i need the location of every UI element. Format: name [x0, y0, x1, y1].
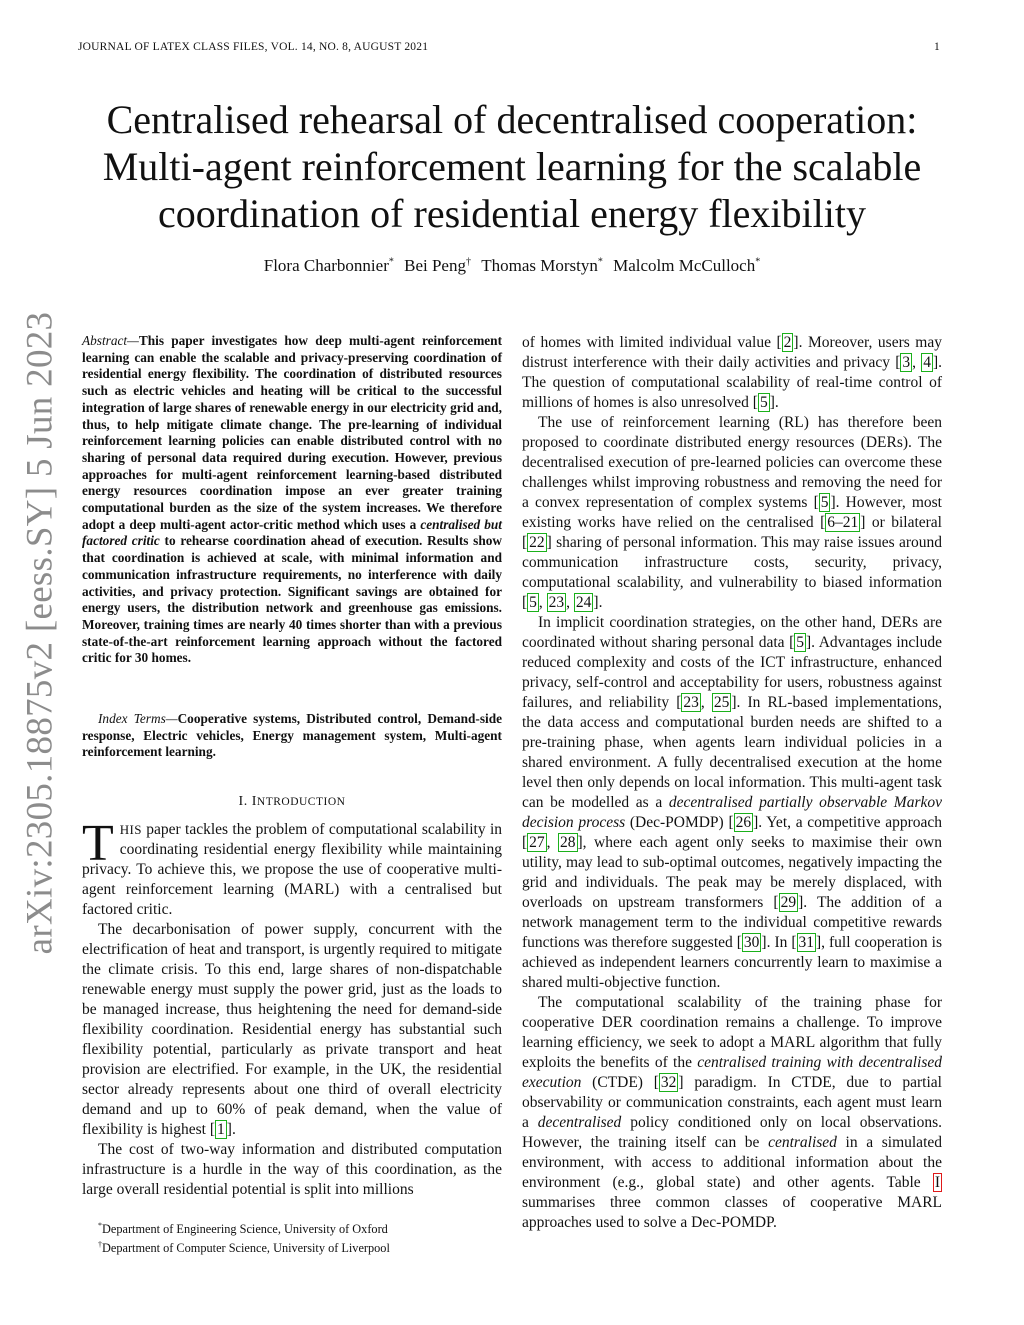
right-paragraph-1: of homes with limited individual value [ 2 ]. Moreover, users may distrust interference with their daily activities and privacy [ 3 , 4 ]. The question of computational scalability of real-time control of millions of homes is also unresolved [ 5 ]. — [522, 334, 943, 411]
citation-link[interactable]: 26 — [735, 814, 752, 831]
citation-link[interactable]: 31 — [798, 934, 814, 951]
index-terms: Index Terms—Cooperative systems, Distributed control, Demand-side response, Electric vehicles, Energy management system, Multi-agent reinforcement learning. — [82, 711, 502, 760]
footnote-oxford: *Department of Engineering Science, University of Oxford — [98, 1221, 388, 1237]
title-line-1: Centralised rehearsal of decentralised cooperation: — [106, 97, 918, 142]
citation-link[interactable]: 6–21 — [827, 514, 859, 531]
citation-link[interactable]: 22 — [529, 534, 545, 551]
introduction-left — [82, 815, 502, 1200]
citation-link[interactable]: 28 — [560, 834, 576, 851]
footnotes — [98, 1218, 390, 1256]
drop-cap: T — [82, 815, 114, 872]
abstract-emphasis: centralised but factored critic — [82, 516, 502, 549]
page-number: 1 — [934, 41, 940, 53]
citation-link[interactable]: 32 — [660, 1074, 677, 1091]
citation-link[interactable]: 30 — [743, 934, 760, 951]
intro-paragraph-3: The cost of two-way information and distributed computation infrastructure is a hurdle in the way of this coordination, as the large overall residential potential is split into millions — [82, 1141, 502, 1198]
citation-link[interactable]: 23 — [683, 694, 699, 711]
intro-paragraph-1: THIS paper tackles the problem of computational scalability in coordinating residential energy flexibility while maintaining privacy. To achieve this, we propose the use of cooperative multi-agent reinforcement learning (MARL) with a centralised but factored critic. — [82, 815, 502, 918]
citation-link[interactable]: 2 — [783, 334, 792, 351]
section-heading: I. INTRODUCTION — [238, 794, 346, 809]
citation-link[interactable]: 5 — [529, 594, 537, 611]
paper-title — [60, 96, 964, 237]
introduction-right — [522, 333, 942, 1233]
abstract: Abstract—This paper investigates how deep multi-agent reinforcement learning can enable the scalable and privacy-preserving coordination of residential energy flexibility. The coordination of distributed resources such as electric vehicles and heating will be critical to the successful integration of large shares of renewable energy in our electricity grid and, thus, to help mitigate climate change. The pre-learning of individual reinforcement learning policies can enable distributed control with no sharing of personal data required during execution. However, previous approaches for multi-agent reinforcement learning-based distributed energy resources coordination impose an ever greater training computational burden as the size of the system increases. We therefore adopt a deep multi-agent actor-critic method which uses a centralised but factored critic to rehearse coordination ahead of execution. Results show that coordination is achieved at scale, with minimal information and communication infrastructure requirements, no interference with daily activities, and privacy protection. Significant savings are obtained for energy users, the distribution network and greenhouse gas emissions. Moreover, training times are nearly 40 times shorter than with a previous state-of-the-art reinforcement learning approach without the factored critic for 30 homes. — [82, 333, 502, 666]
abstract-label: Abstract— — [82, 333, 139, 348]
author-list — [60, 256, 964, 276]
citation-link[interactable]: 23 — [548, 594, 565, 611]
citation-link[interactable]: 4 — [923, 354, 931, 371]
citation-link[interactable]: 5 — [759, 394, 768, 411]
citation-link[interactable]: 24 — [575, 594, 592, 611]
citation-link[interactable]: 5 — [820, 494, 829, 511]
title-line-3: coordination of residential energy flexibility — [158, 191, 866, 236]
intro-paragraph-2: The decarbonisation of power supply, concurrent with the electrification of heat and transport, is urgently required to mitigate the climate crisis. To this end, large shares of non-dispatchable renewable energy must supply the power grid, just as the loads to be managed increase, thus heightening the need for demand-side flexibility coordination. Residential energy has substantial such flexibility potential, particularly as private transport and heat provision are electrified. For example, in the UK, the residential sector already represents about one third of overall electricity demand and up to 60% of peak demand, when the value of flexibility is highest [ 1 ]. — [82, 921, 502, 1138]
table-reference-link[interactable]: I — [934, 1174, 940, 1191]
author: Thomas Morstyn* — [481, 256, 603, 275]
right-paragraph-4: The computational scalability of the training phase for cooperative DER coordination remains a challenge. To improve learning efficiency, we seek to adopt a MARL algorithm that fully exploits the benefits of the centralised training with decentralised execution (CTDE) [ 32 ] paradigm. In CTDE, due to partial observability or communication constraints, each agent must learn a decentralised policy conditioned only on local observations. However, the training itself can be centralised in a simulated environment, with access to additional information about the environment (e.g., global state) and other agents. Table I summarises three common classes of cooperative MARL approaches used to solve a Dec-POMDP. — [522, 994, 942, 1231]
arxiv-id: arXiv:2305.18875v2 [eess.SY] 5 Jun 2023 — [19, 311, 61, 955]
author: Bei Peng† — [404, 256, 471, 275]
title-line-2: Multi-agent reinforcement learning for the scalable — [102, 144, 922, 189]
citation-link[interactable]: 25 — [713, 694, 730, 711]
citation-link[interactable]: 29 — [780, 894, 797, 911]
citation-link[interactable]: 3 — [902, 354, 911, 371]
right-paragraph-3: In implicit coordination strategies, on the other hand, DERs are coordinated without sharing personal data [ 5 ]. Advantages include reduced complexity and costs of the ICT infrastructure, enhanced privacy, self-control and acceptability for users, robustness against failures, and reliability [ 23 , 25 ]. In RL-based implementations, the data access and computational burden needs are shifted to a pre-training phase, when agents learn individual policies in a shared environment. A fully decentralised execution at the home level then only depends on local information. This multi-agent task can be modelled as a decentralised partially observable Markov decision process (Dec-POMDP) [ 26 ]. Yet, a competitive approach [ 27 , 28 ], where each agent only seeks to maximise their own utility, may lead to sub-optimal outcomes, negatively impacting the grid and individuals. The peak may be merely displaced, with overloads on upstream transformers [ 29 ]. The addition of a network management term to the individual competitive rewards functions was therefore suggested [ 30 ]. In [ 31 ], full cooperation is achieved as independent learners concurrently learn to maximise a shared multi-objective function. — [522, 614, 943, 991]
running-header: JOURNAL OF LATEX CLASS FILES, VOL. 14, NO. 8, AUGUST 2021 — [78, 41, 429, 53]
citation-link[interactable]: 5 — [796, 634, 804, 651]
author: Malcolm McCulloch* — [613, 256, 761, 275]
author: Flora Charbonnier* — [263, 256, 394, 275]
right-paragraph-2: The use of reinforcement learning (RL) has therefore been proposed to coordinate distributed energy resources (DERs). The decentralised execution of pre-learned policies can overcome these challenges whilst improving robustness and removing the need for a convex representation of complex systems [ 5 ]. However, most existing works have relied on the centralised [ 6–21 ] or bilateral [ 22 ] sharing of personal information. This may raise issues around communication infrastructure costs, security, privacy, computational scalability, and vulnerability to biased information [ 5 , 23 , 24 ]. — [522, 414, 942, 611]
citation-link[interactable]: 27 — [529, 834, 545, 851]
index-terms-label: Index Terms— — [98, 711, 178, 726]
footnote-liverpool: †Department of Computer Science, University of Liverpool — [98, 1240, 390, 1256]
citation-link[interactable]: 1 — [217, 1121, 225, 1138]
